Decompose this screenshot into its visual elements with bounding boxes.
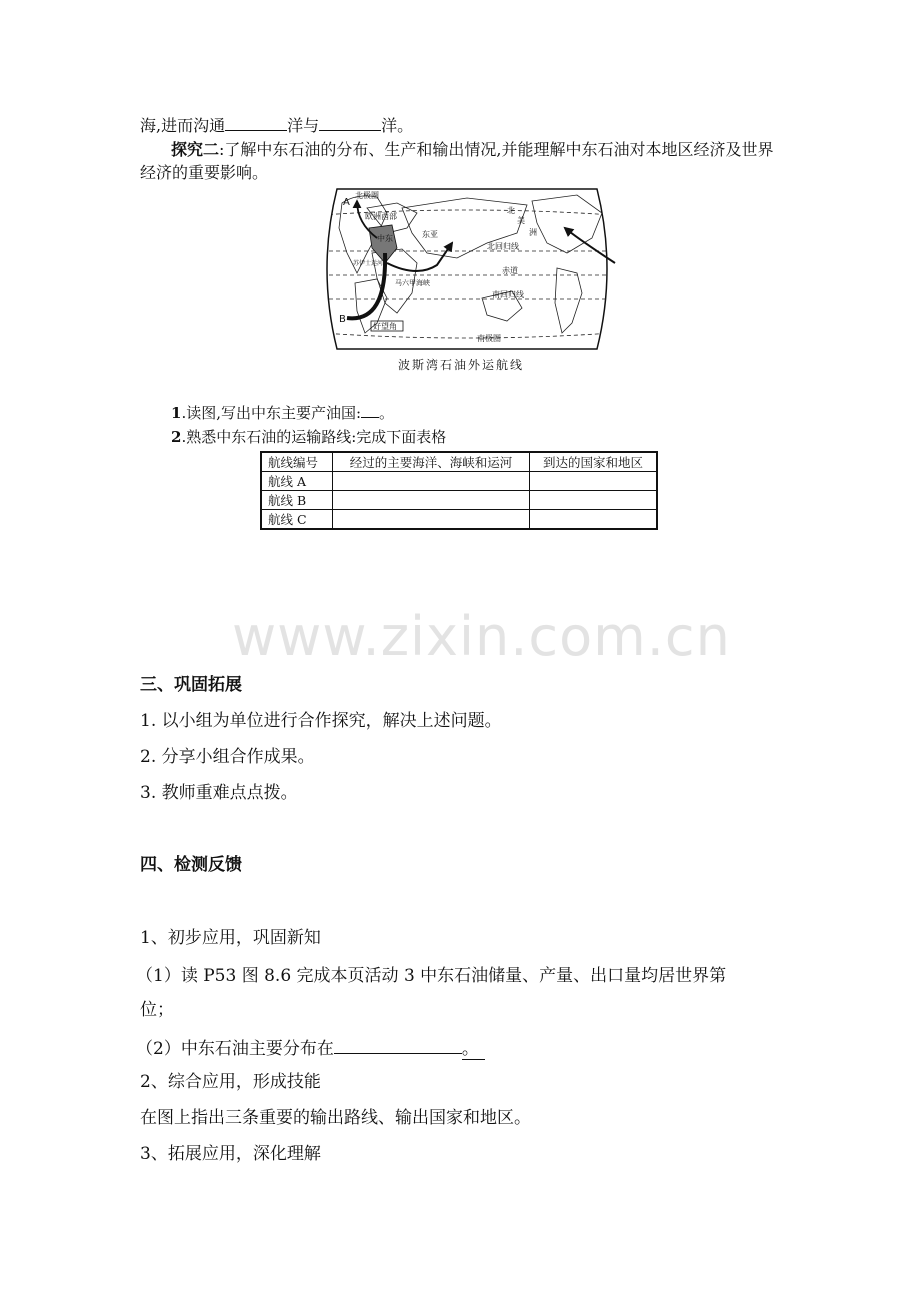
q1-text: .读图,写出中东主要产油国: — [181, 404, 362, 422]
p2-text: （2）中东石油主要分布在 — [136, 1039, 334, 1059]
label-route-b: B — [339, 314, 346, 325]
header-destinations: 到达的国家和地区 — [530, 452, 658, 472]
section-4-sub-3: 3、拓展应用，深化理解 — [140, 1144, 321, 1164]
label-malacca: 马六甲海峡 — [395, 279, 430, 287]
label-na-1: 北 — [507, 206, 515, 215]
section-4-p3: 在图上指出三条重要的输出路线、输出国家和地区。 — [140, 1108, 531, 1128]
destination-cell[interactable] — [530, 491, 658, 510]
table-row — [261, 472, 657, 491]
fill-blank[interactable] — [319, 114, 381, 131]
label-na-3: 洲 — [529, 228, 537, 237]
map-caption: 波斯湾石油外运航线 — [398, 358, 525, 372]
destination-cell[interactable] — [530, 510, 658, 530]
world-map-oil-routes — [317, 183, 617, 355]
label-antarctic: 南极圈 — [477, 334, 501, 343]
label-middle-east: 中东 — [377, 234, 393, 243]
q1-end: 。 — [379, 404, 395, 422]
text-fragment: 海,进而沟通 — [140, 116, 226, 135]
text-fragment: 洋与 — [287, 116, 320, 135]
explore-line-2: 经济的重要影响。 — [140, 163, 269, 182]
p2-blank[interactable] — [334, 1036, 462, 1054]
explore-line — [171, 140, 774, 160]
route-id-cell: 航线 C — [261, 510, 333, 530]
text-line-1 — [140, 114, 413, 136]
section-3-title: 三、巩固拓展 — [140, 675, 242, 695]
label-west-europe: 欧洲西部 — [365, 212, 397, 221]
section-3-item-1: 1. 以小组为单位进行合作探究，解决上述问题。 — [140, 711, 502, 731]
q1-blank[interactable] — [361, 403, 379, 418]
label-equator: 赤道 — [502, 266, 518, 275]
question-1 — [171, 403, 394, 423]
section-4-p2 — [136, 1036, 485, 1059]
destination-cell[interactable] — [530, 472, 658, 491]
label-na-2: 美 — [517, 216, 525, 225]
section-4-p1a: （1）读 P53 图 8.6 完成本页活动 3 中东石油储量、产量、出口量均居世界第 — [136, 966, 727, 986]
text-fragment: 洋。 — [381, 116, 414, 135]
label-tropic-cancer: 北回归线 — [487, 242, 519, 251]
table-header-row — [261, 452, 657, 472]
section-3-item-3: 3. 教师重难点点拨。 — [140, 783, 298, 803]
label-good-hope: 好望角 — [373, 322, 397, 331]
route-table — [260, 451, 658, 530]
section-4-sub-2: 2、综合应用，形成技能 — [140, 1072, 321, 1092]
label-suez: 苏伊士运河 — [353, 260, 384, 267]
question-2 — [171, 427, 446, 447]
watermark: www.zixin.com.cn — [232, 605, 731, 668]
header-route-id: 航线编号 — [261, 452, 333, 472]
fill-blank[interactable] — [225, 114, 287, 131]
table-row — [261, 510, 657, 530]
section-4-p1b: 位； — [140, 1000, 174, 1020]
section-4-sub-1: 1、初步应用，巩固新知 — [140, 928, 321, 948]
explore-text: :了解中东石油的分布、生产和输出情况,并能理解中东石油对本地区经济及世界 — [219, 140, 774, 159]
section-4-title: 四、检测反馈 — [140, 855, 242, 875]
label-east-asia: 东亚 — [422, 230, 438, 239]
q2-number: 2 — [171, 428, 182, 446]
route-id-cell: 航线 B — [261, 491, 333, 510]
passages-cell[interactable] — [333, 510, 530, 530]
p2-end: 。 — [462, 1039, 485, 1060]
header-passages: 经过的主要海洋、海峡和运河 — [333, 452, 530, 472]
explore-label: 探究二 — [171, 140, 220, 159]
passages-cell[interactable] — [333, 472, 530, 491]
label-route-a: A — [343, 197, 350, 208]
q2-text: .熟悉中东石油的运输路线:完成下面表格 — [181, 428, 447, 446]
passages-cell[interactable] — [333, 491, 530, 510]
label-arctic: 北极圈 — [355, 191, 379, 200]
label-tropic-capricorn: 南回归线 — [492, 290, 524, 299]
table-row — [261, 491, 657, 510]
q1-number: 1 — [171, 404, 182, 422]
section-3-item-2: 2. 分享小组合作成果。 — [140, 747, 315, 767]
route-id-cell: 航线 A — [261, 472, 333, 491]
